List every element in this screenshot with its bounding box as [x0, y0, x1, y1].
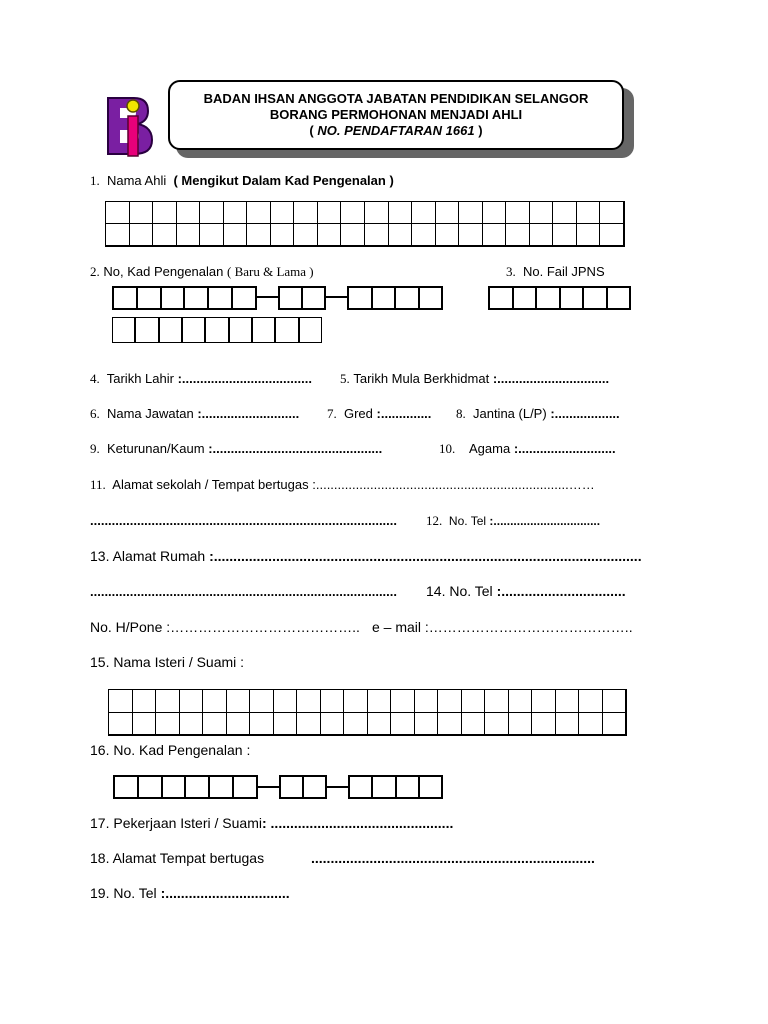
field-handphone[interactable]: No. H/Pone :………………………………….. — [90, 619, 360, 635]
field-18-label: 18. Alamat Tempat bertugas — [90, 850, 265, 866]
field-4[interactable]: 4. Tarikh Lahir :.................................... — [90, 371, 312, 386]
field-11[interactable]: 11. Alamat sekolah / Tempat bertugas :......................................................................…… — [90, 477, 595, 492]
field-14[interactable]: 14. No. Tel :................................ — [426, 583, 626, 599]
field-5[interactable]: 5. Tarikh Mula Berkhidmat :............................... — [340, 371, 610, 386]
ic-new-part1[interactable] — [112, 286, 257, 310]
spouse-ic-part1[interactable] — [113, 775, 258, 799]
ic-dash — [326, 296, 347, 298]
field-10[interactable]: 10. Agama :........................... — [439, 441, 616, 456]
ic-new-part3[interactable] — [347, 286, 443, 310]
ic-old-boxes[interactable] — [112, 317, 322, 343]
field-2-label: 2. No, Kad Pengenalan ( Baru & Lama ) — [90, 264, 314, 279]
field-13[interactable]: 13. Alamat Rumah :.............................................................................................................. — [90, 548, 642, 564]
ic-dash — [258, 786, 279, 788]
field-6[interactable]: 6. Nama Jawatan :........................... — [90, 406, 300, 421]
field-11-line2[interactable]: ..................................................................................... — [90, 513, 398, 528]
spouse-ic-part2[interactable] — [279, 775, 327, 799]
field-13-line2[interactable]: ..................................................................................... — [90, 584, 398, 599]
field-1-label: 1. Nama Ahli ( Mengikut Dalam Kad Pengenalan ) — [90, 173, 394, 188]
ic-new-part2[interactable] — [278, 286, 326, 310]
field-7[interactable]: 7. Gred :.............. — [327, 406, 432, 421]
ic-dash — [327, 786, 348, 788]
field-17[interactable]: 17. Pekerjaan Isteri / Suami: ............................................... — [90, 815, 454, 831]
field-18-dots[interactable]: ......................................................................... — [311, 850, 595, 866]
field-12[interactable]: 12. No. Tel :................................ — [426, 513, 601, 528]
jpns-file-boxes[interactable] — [488, 286, 631, 310]
header-title: BADAN IHSAN ANGGOTA JABATAN PENDIDIKAN SELANGOR — [203, 91, 589, 106]
spouse-ic-part3[interactable] — [348, 775, 443, 799]
field-15-label: 15. Nama Isteri / Suami : — [90, 654, 245, 670]
spouse-name-boxes[interactable] — [108, 689, 627, 736]
field-19[interactable]: 19. No. Tel :................................ — [90, 885, 290, 901]
header-registration: ( NO. PENDAFTARAN 1661 ) — [309, 123, 483, 138]
name-boxes[interactable] — [105, 201, 625, 247]
field-email[interactable]: e – mail :…………………………………….. — [372, 619, 633, 635]
field-16-label: 16. No. Kad Pengenalan : — [90, 742, 251, 758]
field-3-label: 3. No. Fail JPNS — [506, 264, 605, 279]
ic-dash — [257, 296, 278, 298]
field-8[interactable]: 8. Jantina (L/P) :.................. — [456, 406, 620, 421]
logo — [104, 96, 166, 158]
header-box — [168, 80, 624, 150]
header-subtitle: BORANG PERMOHONAN MENJADI AHLI — [269, 107, 523, 122]
field-9[interactable]: 9. Keturunan/Kaum :............................................... — [90, 441, 383, 456]
